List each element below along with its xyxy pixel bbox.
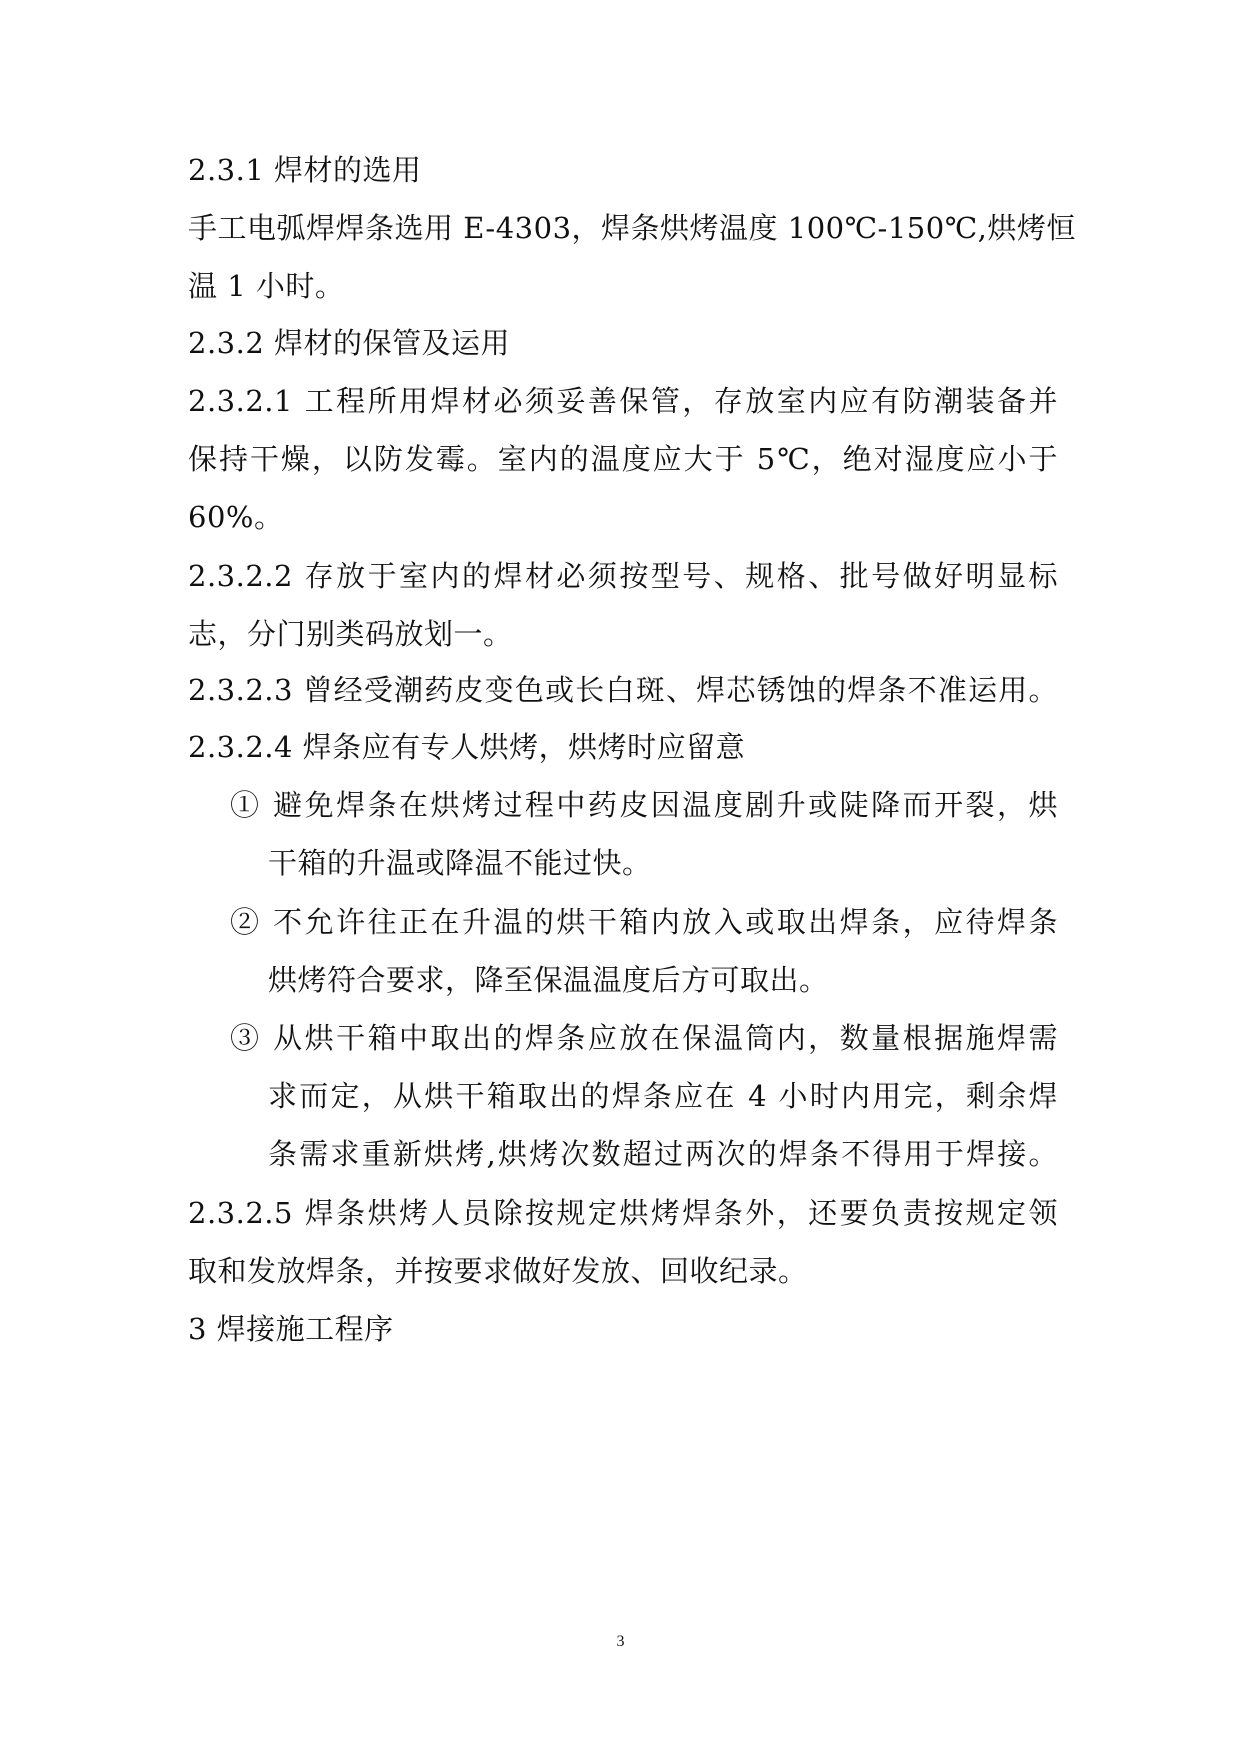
paragraph-line: 志，分门别类码放划一。 bbox=[188, 617, 513, 651]
list-item-line: ② 不允许往正在升温的烘干箱内放入或取出焊条，应待焊条 bbox=[230, 905, 1058, 939]
paragraph-line: 保持干燥，以防发霉。室内的温度应大于 5℃，绝对湿度应小于 bbox=[188, 442, 1058, 476]
list-item-line: 干箱的升温或降温不能过快。 bbox=[268, 846, 652, 880]
list-item-line: ① 避免焊条在烘烤过程中药皮因温度剧升或陡降而开裂，烘 bbox=[230, 788, 1058, 822]
section-heading-3: 3 焊接施工程序 bbox=[188, 1312, 394, 1346]
list-item-line: 求而定，从烘干箱取出的焊条应在 4 小时内用完，剩余焊 bbox=[268, 1079, 1058, 1113]
list-item-line: 烘烤符合要求，降至保温温度后方可取出。 bbox=[268, 963, 829, 997]
paragraph-line: 60%。 bbox=[188, 500, 284, 534]
section-heading-2-3-1: 2.3.1 焊材的选用 bbox=[188, 153, 422, 187]
page-number: 3 bbox=[616, 1633, 625, 1650]
paragraph-line: 2.3.2.4 焊条应有专人烘烤，烘烤时应留意 bbox=[188, 730, 746, 764]
paragraph-line: 2.3.2.3 曾经受潮药皮变色或长白斑、焊芯锈蚀的焊条不准运用。 bbox=[188, 673, 1058, 707]
section-heading-2-3-2: 2.3.2 焊材的保管及运用 bbox=[188, 326, 511, 360]
paragraph-line: 2.3.2.1 工程所用焊材必须妥善保管，存放室内应有防潮装备并 bbox=[188, 384, 1058, 418]
paragraph-line: 温 1 小时。 bbox=[188, 269, 345, 303]
paragraph-line: 2.3.2.5 焊条烘烤人员除按规定烘烤焊条外，还要负责按规定领 bbox=[188, 1196, 1058, 1230]
paragraph-line: 取和发放焊条，并按要求做好发放、回收纪录。 bbox=[188, 1254, 808, 1288]
paragraph-line: 2.3.2.2 存放于室内的焊材必须按型号、规格、批号做好明显标 bbox=[188, 559, 1058, 593]
paragraph-line: 手工电弧焊焊条选用 E-4303，焊条烘烤温度 100℃-150℃,烘烤恒 bbox=[188, 211, 1076, 245]
list-item-line: 条需求重新烘烤,烘烤次数超过两次的焊条不得用于焊接。 bbox=[268, 1137, 1058, 1171]
list-item-line: ③ 从烘干箱中取出的焊条应放在保温筒内，数量根据施焊需 bbox=[230, 1021, 1058, 1055]
